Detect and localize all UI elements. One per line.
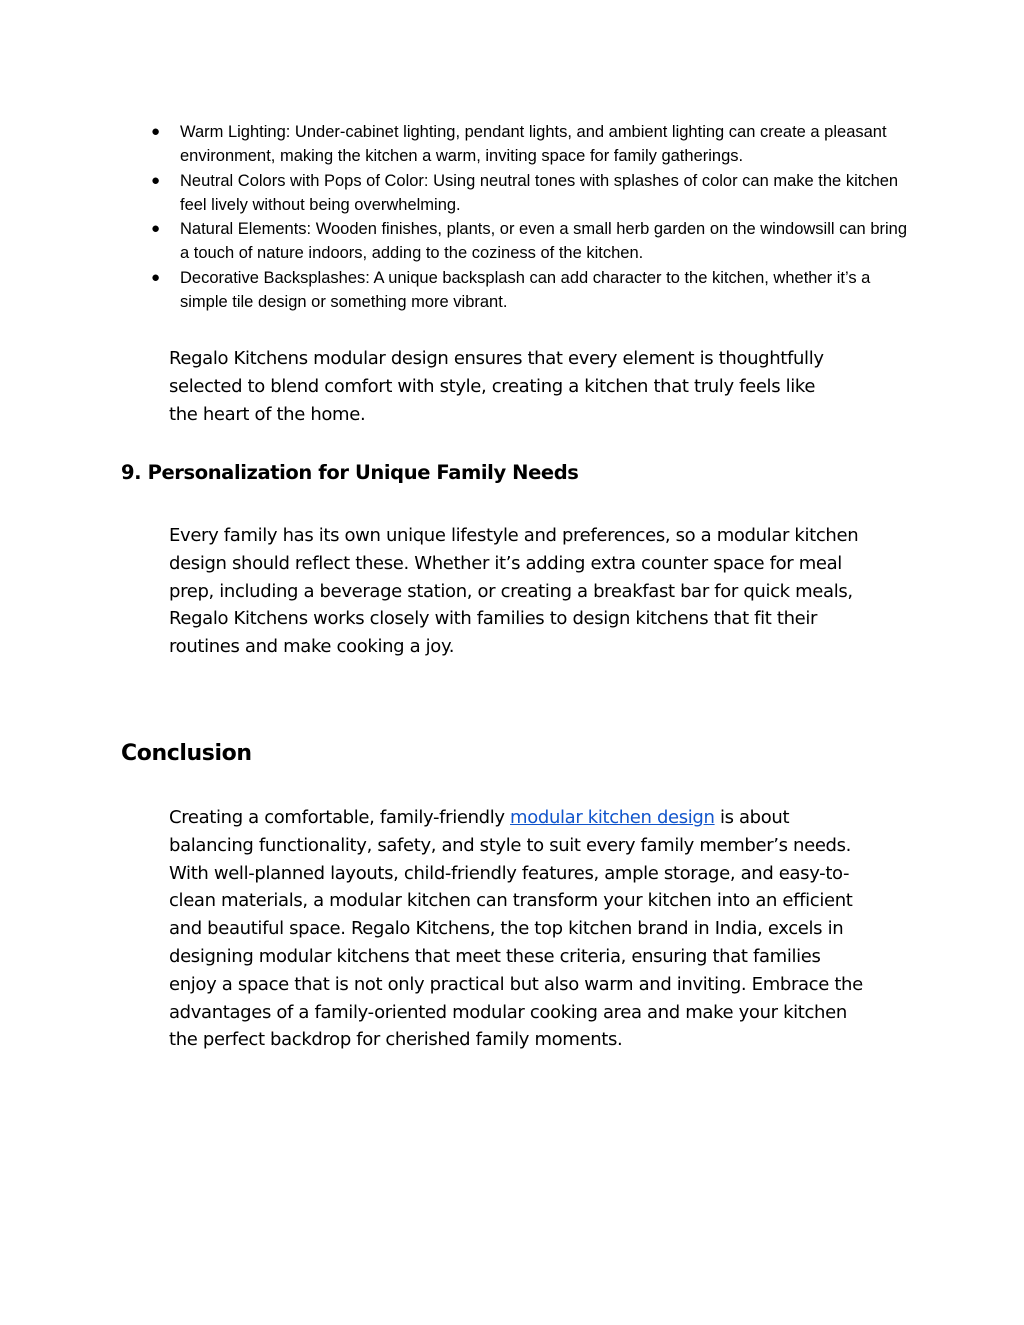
conclusion-text-end: is about balancing functionality, safety, and style to suit every family member’s needs. With well-planned layouts, child-friendly features, ample storage, and easy-to-clean materials, a modular kitchen can transform your kitchen into an efficient and beautiful space. Regalo Kitchens, the top kitchen brand in India, excels in designing modular kitchens that meet these criteria, ensuring that families enjoy a space that is not only practical but also warm and inviting. Embrace the advantages of a family-oriented modular cooking area and make your kitchen the perfect backdrop for cherished family moments. bbox=[169, 807, 863, 1051]
bullet-text: Neutral Colors with Pops of Color: Using neutral tones with splashes of color can make the kitchen feel lively without being overwhelming. bbox=[180, 171, 899, 214]
bullet-icon: ● bbox=[151, 220, 161, 238]
bullet-icon: ● bbox=[151, 123, 161, 140]
bullet-item-decorative-backsplashes bbox=[151, 266, 911, 315]
bullet-item-natural-elements bbox=[151, 217, 911, 266]
bullet-icon: ● bbox=[151, 171, 161, 189]
section-heading-personalization: 9. Personalization for Unique Family Needs bbox=[121, 461, 579, 484]
modular-kitchen-design-link[interactable]: modular kitchen design bbox=[510, 807, 715, 828]
intro-paragraph: Regalo Kitchens modular design ensures that every element is thoughtfully selected to blend comfort with style, creating a kitchen that truly feels like the heart of the home. bbox=[169, 348, 824, 425]
section-heading-conclusion: Conclusion bbox=[121, 741, 252, 766]
bullet-item-neutral-colors bbox=[151, 169, 911, 218]
bullet-icon: ● bbox=[151, 268, 161, 286]
bullet-text: Decorative Backsplashes: A unique backsplash can add character to the kitchen, whether it’s a simple tile design or something more vibrant. bbox=[180, 268, 871, 312]
conclusion-text-start: Creating a comfortable, family-friendly bbox=[169, 807, 511, 828]
conclusion-paragraph bbox=[169, 804, 869, 1054]
bullet-item-warm-lighting bbox=[151, 120, 911, 169]
feature-bullet-list bbox=[151, 120, 911, 314]
bullet-text: Natural Elements: Wooden finishes, plants, or even a small herb garden on the windowsill can bring a touch of nature indoors, adding to the coziness of the kitchen. bbox=[180, 220, 908, 263]
section-body-personalization: Every family has its own unique lifestyle and preferences, so a modular kitchen design should reflect these. Whether it’s adding extra counter space for meal prep, including a beverage station, or creating a breakfast bar for quick meals, Regalo Kitchens works closely with families to design kitchens that fit their routines and make cooking a joy. bbox=[169, 525, 859, 658]
bullet-text: Warm Lighting: Under-cabinet lighting, pendant lights, and ambient lighting can create a pleasant environment, making the kitchen a warm, inviting space for family gatherings. bbox=[180, 123, 887, 166]
